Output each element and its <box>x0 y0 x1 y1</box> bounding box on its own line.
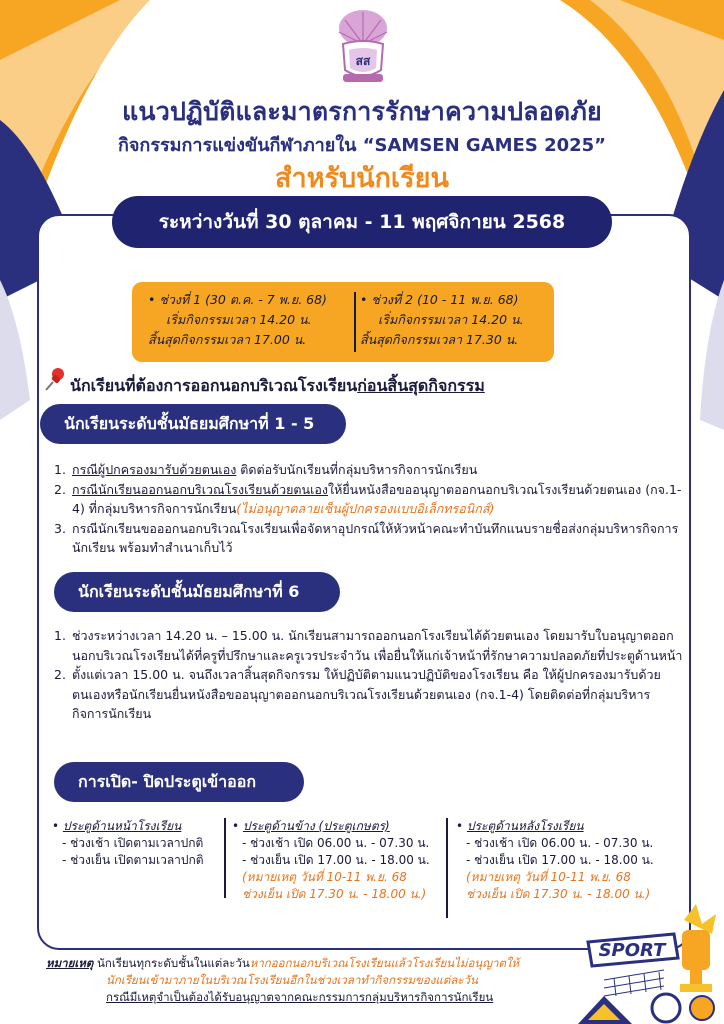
section-m6-list <box>54 626 684 724</box>
section-m6-title: นักเรียนระดับชั้นมัธยมศึกษาที่ 6 <box>54 572 340 612</box>
gate-front: • ประตูด้านหน้าโรงเรียน - ช่วงเช้า เปิดตามเวลาปกติ - ช่วงเย็น เปิดตามเวลาปกติ <box>52 819 204 867</box>
leave-campus-heading: นักเรียนที่ต้องการออกนอกบริเวณโรงเรียนก่อนสิ้นสุดกิจกรรม <box>70 376 485 395</box>
audience-title: สำหรับนักเรียน <box>275 163 449 194</box>
gate-divider <box>224 818 226 898</box>
list-item: 3. กรณีนักเรียนขอออกนอกบริเวณโรงเรียนเพื่อจัดหาอุปกรณ์ให้หัวหน้าคณะทำบันทึกแนบรายชื่อส่งกลุ่มบริหารกิจการนักเรียน พร้อมทำสำเนาเก็บไว้ <box>54 520 679 555</box>
period-1-start: เริ่มกิจกรรมเวลา 14.20 น. <box>166 312 312 327</box>
list-item: 2. ตั้งแต่เวลา 15.00 น. จนถึงเวลาสิ้นสุดกิจกรรม ให้ปฏิบัติตามแนวปฏิบัติของโรงเรียน คือ ให้ผู้ปกครองมารับด้วยตนเองหรือนักเรียนยื่นหนังสือขออนุญาตออกนอกบริเวณโรงเรียนด้วยตนเอง (กจ.1-4) โดยติดต่อที่กลุ่มบริหารกิจการนักเรียน <box>54 667 661 721</box>
footnote: หมายเหตุ นักเรียนทุกระดับชั้นในแต่ละวันหากออกนอกบริเวณโรงเรียนแล้วโรงเรียนไม่อนุญาตให้ นักเรียนเข้ามาภายในบริเวณโรงเรียนอีกในช่วงเวลาทำกิจกรรมของแต่ละวัน กรณีมีเหตุจำเป็นต้องได้รับอนุญาตจากคณะกรรมการกลุ่มบริหารกิจการนักเรียน <box>46 956 520 1004</box>
period-1-label: ช่วงที่ 1 (30 ต.ค. - 7 พ.ย. 68) <box>159 292 327 307</box>
period-1: • ช่วงที่ 1 (30 ต.ค. - 7 พ.ย. 68) เริ่มกิจกรรมเวลา 14.20 น. สิ้นสุดกิจกรรมเวลา 17.00 น. <box>148 290 344 350</box>
activity-periods-box <box>132 282 554 362</box>
list-item: 1. ช่วงระหว่างเวลา 14.20 น. – 15.00 น. นักเรียนสามารถออกนอกโรงเรียนได้ด้วยตนเอง โดยมารับใบอนุญาตออกนอกบริเวณโรงเรียนได้ที่ครูที่ปรึกษาและครูเวรประจำวัน เพื่อยื่นให้แก่เจ้าหน้าที่รักษาความปลอดภัยที่ประตูด้านหน้า <box>54 628 683 663</box>
page-subtitle: กิจกรรมการแข่งขันกีฬาภายใน “SAMSEN GAMES 2025” <box>117 135 606 156</box>
school-logo <box>333 8 393 88</box>
list-item: 2. กรณีนักเรียนออกนอกบริเวณโรงเรียนด้วยตนเองให้ยื่นหนังสือขออนุญาตออกนอกบริเวณโรงเรียนด้วยตนเอง (กจ.1-4) ที่กลุ่มบริหารกิจการนักเรียน(ไม่อนุญาตลายเซ็นผู้ปกครองแบบอิเล็กทรอนิกส์) <box>54 481 682 516</box>
pushpin-icon <box>44 366 68 392</box>
period-divider <box>354 292 356 352</box>
gate-back: • ประตูด้านหลังโรงเรียน - ช่วงเช้า เปิด 06.00 น. - 07.30 น. - ช่วงเย็น เปิด 17.00 น. - 18.00 น. (หมายเหตุ วันที่ 10-11 พ.ย. 68 ช่วงเย็น เปิด 17.30 น. - 18.00 น.) <box>456 819 654 901</box>
sport-badge-text: SPORT <box>598 940 666 961</box>
period-2-label: ช่วงที่ 2 (10 - 11 พ.ย. 68) <box>371 292 519 307</box>
gate-side: • ประตูด้านข้าง (ประตูเกษตร) - ช่วงเช้า เปิด 06.00 น. - 07.30 น. - ช่วงเย็น เปิด 17.00 น. - 18.00 น. (หมายเหตุ วันที่ 10-11 พ.ย. 68 ช่วงเย็น เปิด 17.30 น. - 18.00 น.) <box>232 819 430 901</box>
gates-title: การเปิด- ปิดประตูเข้าออก <box>54 762 304 802</box>
period-1-end: สิ้นสุดกิจกรรมเวลา 17.00 น. <box>148 332 307 347</box>
date-range-banner: ระหว่างวันที่ 30 ตุลาคม - 11 พฤศจิกายน 2568 <box>112 196 612 248</box>
gate-divider <box>446 818 448 918</box>
list-item: 1. กรณีผู้ปกครองมารับด้วยตนเอง ติดต่อรับนักเรียนที่กลุ่มบริหารกิจการนักเรียน <box>54 462 478 477</box>
section-m1-5-title: นักเรียนระดับชั้นมัธยมศึกษาที่ 1 - 5 <box>40 404 346 444</box>
sport-illustration <box>574 900 724 1024</box>
section-m1-5-list <box>54 460 684 558</box>
svg-text:สส: สส <box>355 54 371 68</box>
page-title: แนวปฏิบัติและมาตรการรักษาความปลอดภัย <box>122 97 602 126</box>
period-2: • ช่วงที่ 2 (10 - 11 พ.ย. 68) เริ่มกิจกรรมเวลา 14.20 น. สิ้นสุดกิจกรรมเวลา 17.30 น. <box>360 290 550 350</box>
period-2-start: เริ่มกิจกรรมเวลา 14.20 น. <box>378 312 524 327</box>
period-2-end: สิ้นสุดกิจกรรมเวลา 17.30 น. <box>360 332 519 347</box>
